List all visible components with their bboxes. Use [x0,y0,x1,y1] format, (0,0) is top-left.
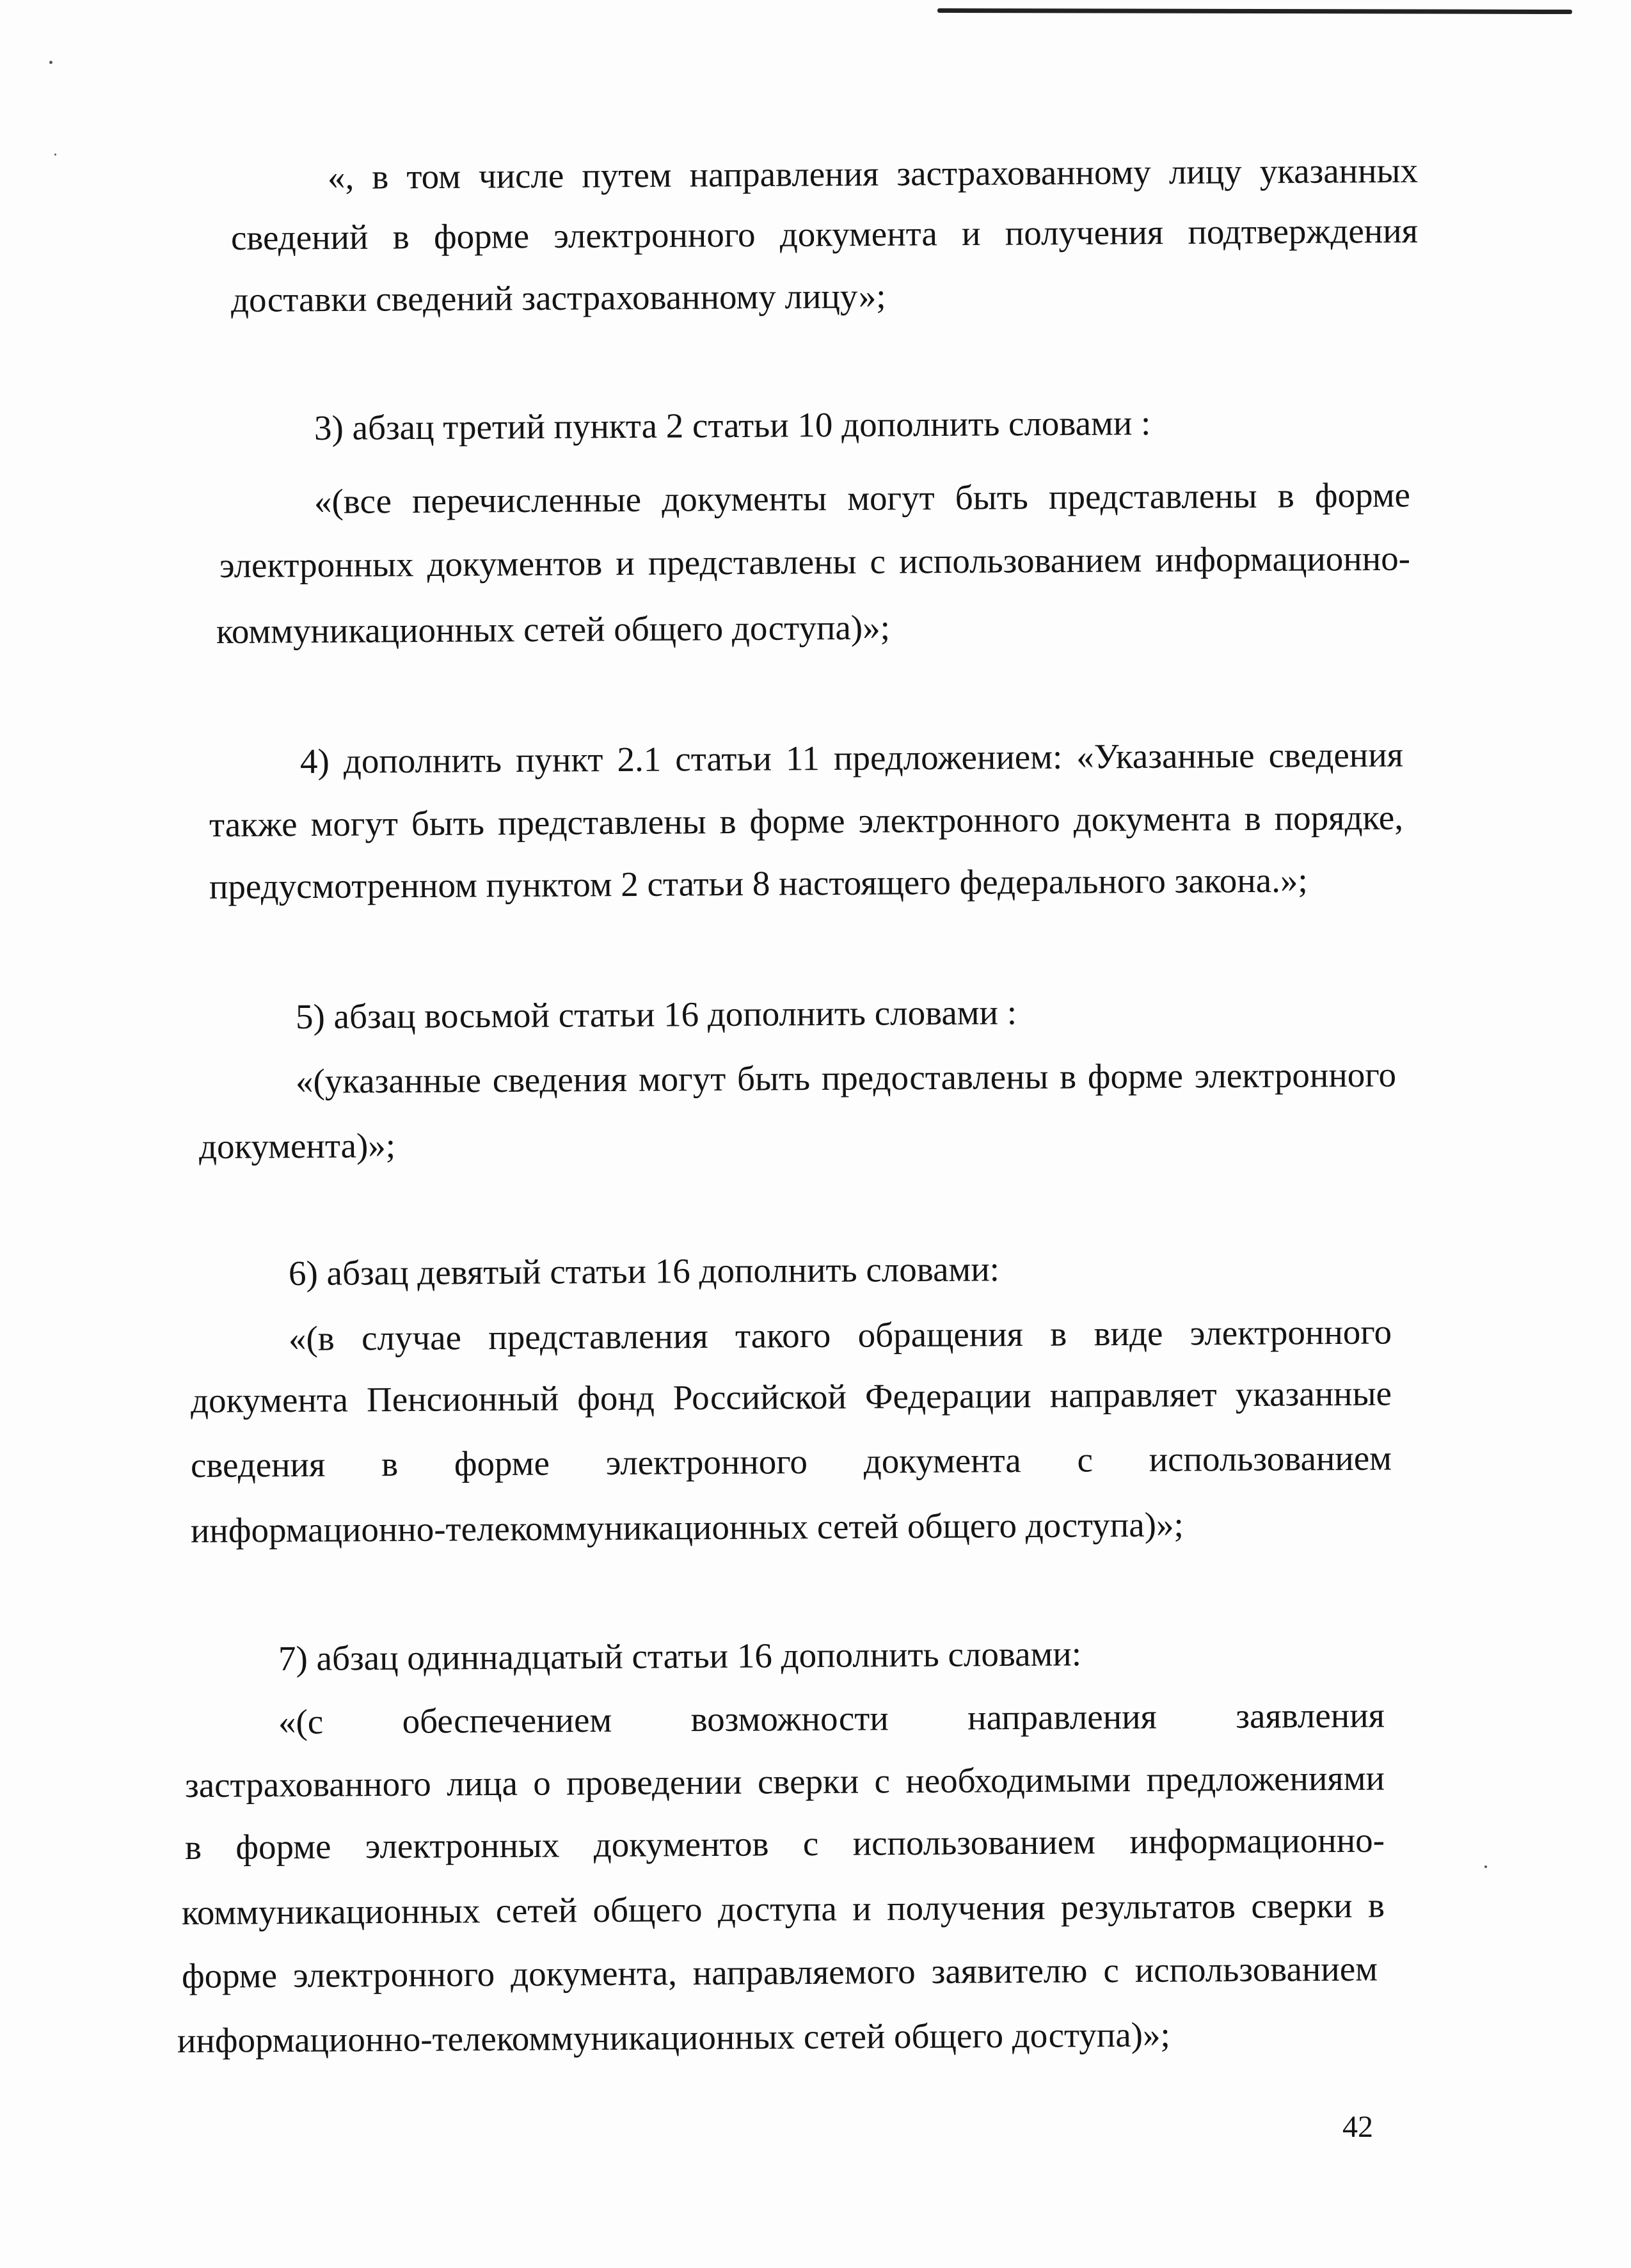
text-line: документа Пенсионный фонд Российской Федерации направляет указанные [190,1373,1392,1420]
text-line: коммуникационных сетей общего доступа и получения результатов сверки в [181,1885,1385,1932]
item-heading: 7) абзац одиннадцатый статьи 16 дополнить словами: [278,1634,1082,1678]
text-line: информационно-телекоммуникационных сетей общего доступа)»; [177,2015,1170,2060]
item-heading: 3) абзац третий пункта 2 статьи 10 дополнить словами : [314,403,1151,447]
text-line: также могут быть представлены в форме электронного документа в порядке, [209,797,1404,844]
text-line: застрахованного лица о проведении сверки с необходимыми предложениями [184,1758,1385,1805]
scan-speck [49,61,52,64]
scan-top-edge-line [937,8,1572,14]
text-line: доставки сведений застрахованному лицу»; [230,276,886,319]
scan-speck [1484,1865,1487,1868]
item-heading: 5) абзац восьмой статьи 16 дополнить словами : [295,993,1017,1036]
text-line: сведений в форме электронного документа и получения подтверждения [230,211,1419,257]
item-heading: 6) абзац девятый статьи 16 дополнить словами: [288,1249,1000,1293]
text-line: «, в том числе путем направления застрахованному лицу указанных [327,150,1419,196]
text-line: «(в случае представления такого обращения в виде электронного [288,1312,1392,1358]
text-line: предусмотренном пунктом 2 статьи 8 настоящего федерального закона.»; [209,860,1308,906]
text-line: документа)»; [198,1126,396,1166]
text-line: «(указанные сведения могут быть предоставлены в форме электронного [295,1055,1397,1101]
text-line: коммуникационных сетей общего доступа)»; [216,607,891,651]
text-line: сведения в форме электронного документа с использованием [190,1438,1392,1485]
text-line: электронных документов и представлены с использованием информационно- [219,538,1411,585]
text-line: форме электронного документа, направляемого заявителю с использованием [181,1949,1378,1995]
text-line: «(все перечисленные документы могут быть представлены в форме [314,475,1411,521]
page-number: 42 [1342,2110,1373,2144]
text-line: «(с обеспечением возможности направления заявления [278,1695,1385,1741]
item-heading: 4) дополнить пункт 2.1 статьи 11 предложением: «Указанные сведения [299,735,1404,781]
text-line: в форме электронных документов с использованием информационно- [184,1820,1385,1867]
text-line: информационно-телекоммуникационных сетей общего доступа)»; [190,1505,1184,1550]
scan-speck [54,154,56,156]
